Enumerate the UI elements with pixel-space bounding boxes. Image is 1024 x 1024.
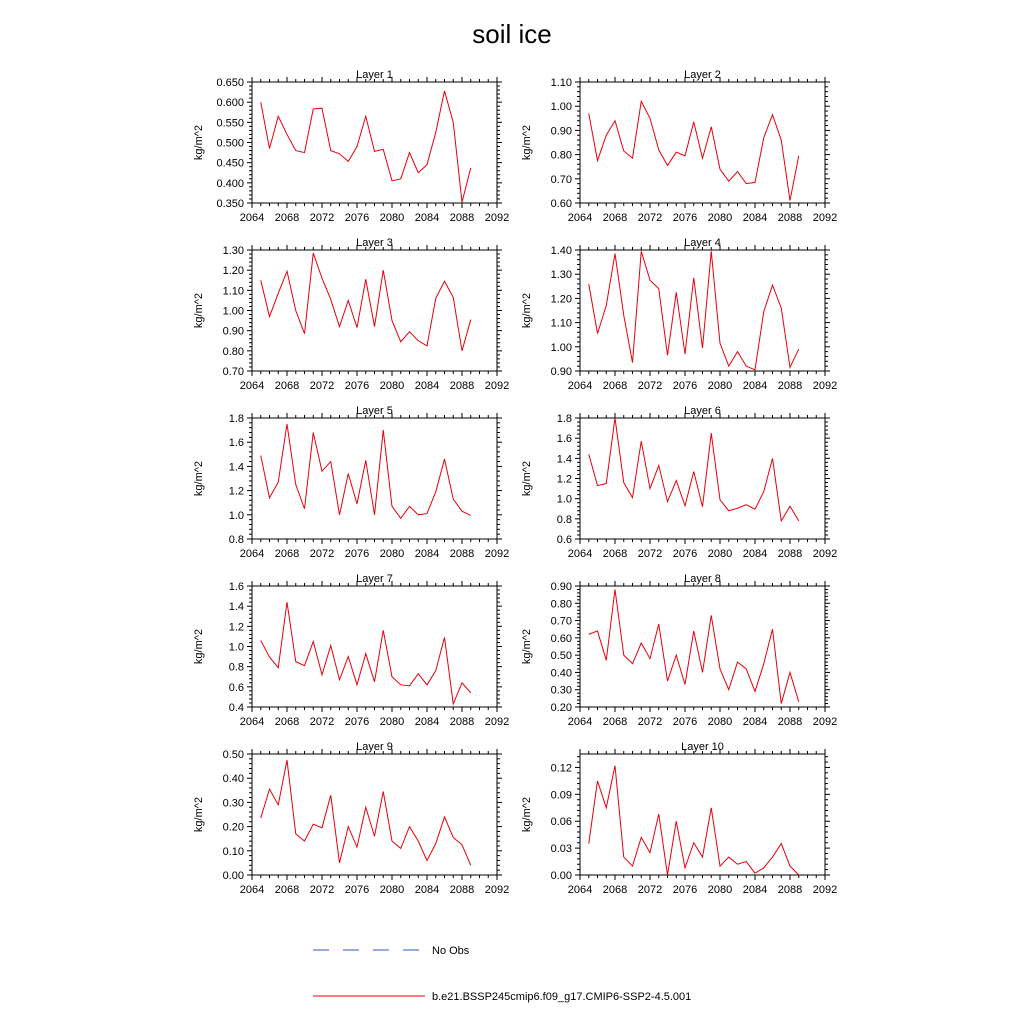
y-tick-label: 0.00 bbox=[550, 870, 572, 882]
x-tick-label: 2064 bbox=[567, 212, 593, 224]
panel-title: Layer 7 bbox=[356, 573, 393, 585]
x-tick-label: 2088 bbox=[777, 548, 803, 560]
y-tick-label: 0.40 bbox=[550, 667, 572, 680]
y-tick-label: 0.90 bbox=[222, 325, 244, 338]
y-tick-label: 1.00 bbox=[222, 305, 244, 318]
y-tick-label: 1.2 bbox=[228, 621, 244, 634]
y-tick-label: 0.500 bbox=[216, 137, 244, 150]
x-tick-label: 2088 bbox=[449, 212, 475, 224]
y-axis-label: kg/m^2 bbox=[193, 124, 205, 161]
y-tick-label: 1.4 bbox=[228, 601, 244, 614]
x-tick-label: 2068 bbox=[602, 212, 628, 224]
x-tick-label: 2092 bbox=[484, 716, 510, 728]
y-axis-label: kg/m^2 bbox=[193, 796, 205, 833]
y-tick-label: 1.30 bbox=[222, 245, 244, 257]
x-tick-label: 2076 bbox=[344, 548, 370, 560]
y-tick-label: 0.60 bbox=[550, 198, 572, 210]
y-tick-label: 0.40 bbox=[222, 773, 244, 786]
y-tick-label: 1.6 bbox=[228, 581, 244, 593]
x-tick-label: 2092 bbox=[812, 548, 838, 560]
x-tick-label: 2068 bbox=[274, 716, 300, 728]
y-tick-label: 0.80 bbox=[550, 598, 572, 611]
x-tick-label: 2064 bbox=[239, 716, 265, 728]
y-axis-label: kg/m^2 bbox=[193, 628, 205, 665]
panel-title: Layer 8 bbox=[684, 573, 721, 585]
x-tick-label: 2076 bbox=[344, 884, 370, 896]
x-tick-label: 2068 bbox=[602, 548, 628, 560]
x-tick-label: 2068 bbox=[602, 380, 628, 392]
y-tick-label: 0.50 bbox=[222, 749, 244, 761]
x-tick-label: 2084 bbox=[742, 380, 768, 392]
x-tick-label: 2076 bbox=[672, 548, 698, 560]
x-tick-label: 2092 bbox=[812, 884, 838, 896]
panel-title: Layer 6 bbox=[684, 405, 721, 417]
y-tick-label: 0.70 bbox=[550, 173, 572, 186]
y-tick-label: 0.450 bbox=[216, 157, 244, 170]
y-tick-label: 1.10 bbox=[550, 317, 572, 330]
x-tick-label: 2084 bbox=[414, 380, 440, 392]
y-tick-label: 0.50 bbox=[550, 650, 572, 663]
y-tick-label: 0.4 bbox=[228, 702, 244, 714]
x-tick-label: 2064 bbox=[239, 380, 265, 392]
y-tick-label: 0.550 bbox=[216, 117, 244, 130]
y-tick-label: 1.6 bbox=[556, 433, 572, 446]
x-tick-label: 2080 bbox=[707, 716, 733, 728]
y-tick-label: 0.00 bbox=[222, 870, 244, 882]
x-tick-label: 2088 bbox=[449, 716, 475, 728]
x-tick-label: 2084 bbox=[414, 716, 440, 728]
y-axis-label: kg/m^2 bbox=[193, 292, 205, 329]
x-tick-label: 2076 bbox=[672, 212, 698, 224]
y-tick-label: 1.30 bbox=[550, 269, 572, 282]
y-tick-label: 0.8 bbox=[228, 534, 244, 546]
y-tick-label: 0.90 bbox=[550, 125, 572, 138]
x-tick-label: 2076 bbox=[672, 884, 698, 896]
y-tick-label: 1.4 bbox=[228, 461, 244, 474]
y-tick-label: 0.20 bbox=[550, 702, 572, 714]
x-tick-label: 2084 bbox=[414, 884, 440, 896]
x-tick-label: 2064 bbox=[239, 548, 265, 560]
y-tick-label: 1.4 bbox=[556, 453, 572, 466]
x-tick-label: 2080 bbox=[379, 716, 405, 728]
y-tick-label: 0.650 bbox=[216, 77, 244, 89]
y-tick-label: 1.8 bbox=[228, 413, 244, 425]
y-tick-label: 0.30 bbox=[222, 797, 244, 810]
y-tick-label: 0.6 bbox=[228, 681, 244, 694]
x-tick-label: 2092 bbox=[484, 380, 510, 392]
x-tick-label: 2072 bbox=[309, 548, 335, 560]
panel-title: Layer 5 bbox=[356, 405, 393, 417]
y-tick-label: 0.20 bbox=[222, 821, 244, 834]
x-tick-label: 2088 bbox=[777, 884, 803, 896]
x-tick-label: 2068 bbox=[602, 884, 628, 896]
y-tick-label: 1.8 bbox=[556, 413, 572, 425]
x-tick-label: 2092 bbox=[484, 548, 510, 560]
x-tick-label: 2068 bbox=[274, 884, 300, 896]
y-tick-label: 0.80 bbox=[222, 345, 244, 358]
y-tick-label: 1.00 bbox=[550, 101, 572, 114]
x-tick-label: 2068 bbox=[274, 548, 300, 560]
x-tick-label: 2084 bbox=[742, 716, 768, 728]
y-tick-label: 0.70 bbox=[550, 615, 572, 628]
x-tick-label: 2076 bbox=[344, 716, 370, 728]
x-tick-label: 2064 bbox=[567, 884, 593, 896]
legend-model-run-label: b.e21.BSSP245cmip6.f09_g17.CMIP6-SSP2-4.5.001 bbox=[432, 991, 692, 1003]
y-axis-label: kg/m^2 bbox=[521, 124, 533, 161]
panel-title: Layer 9 bbox=[356, 741, 393, 753]
x-tick-label: 2084 bbox=[742, 548, 768, 560]
x-tick-label: 2080 bbox=[707, 212, 733, 224]
x-tick-label: 2080 bbox=[707, 548, 733, 560]
y-axis-label: kg/m^2 bbox=[521, 460, 533, 497]
y-tick-label: 0.06 bbox=[550, 816, 572, 829]
x-tick-label: 2076 bbox=[344, 380, 370, 392]
y-tick-label: 0.60 bbox=[550, 632, 572, 645]
x-tick-label: 2080 bbox=[707, 884, 733, 896]
x-tick-label: 2072 bbox=[637, 716, 663, 728]
legend-no-obs-label: No Obs bbox=[432, 945, 470, 957]
x-tick-label: 2084 bbox=[742, 884, 768, 896]
y-tick-label: 1.2 bbox=[556, 473, 572, 486]
y-tick-label: 0.90 bbox=[550, 581, 572, 593]
x-tick-label: 2072 bbox=[637, 380, 663, 392]
panel-title: Layer 4 bbox=[684, 237, 721, 249]
y-tick-label: 0.90 bbox=[550, 366, 572, 378]
x-tick-label: 2088 bbox=[777, 716, 803, 728]
y-tick-label: 1.40 bbox=[550, 245, 572, 257]
x-tick-label: 2064 bbox=[239, 884, 265, 896]
y-tick-label: 1.00 bbox=[550, 341, 572, 354]
y-axis-label: kg/m^2 bbox=[193, 460, 205, 497]
y-tick-label: 1.0 bbox=[556, 493, 572, 506]
y-tick-label: 0.10 bbox=[222, 845, 244, 858]
x-tick-label: 2072 bbox=[309, 884, 335, 896]
x-tick-label: 2072 bbox=[309, 380, 335, 392]
x-tick-label: 2076 bbox=[672, 380, 698, 392]
x-tick-label: 2080 bbox=[379, 548, 405, 560]
x-tick-label: 2084 bbox=[414, 212, 440, 224]
y-tick-label: 1.10 bbox=[550, 77, 572, 89]
panel-title: Layer 3 bbox=[356, 237, 393, 249]
y-tick-label: 1.2 bbox=[228, 485, 244, 498]
x-tick-label: 2072 bbox=[637, 884, 663, 896]
x-tick-label: 2080 bbox=[379, 884, 405, 896]
x-tick-label: 2080 bbox=[707, 380, 733, 392]
y-axis-label: kg/m^2 bbox=[521, 628, 533, 665]
x-tick-label: 2092 bbox=[812, 212, 838, 224]
figure-title: soil ice bbox=[472, 19, 552, 49]
x-tick-label: 2064 bbox=[567, 716, 593, 728]
x-tick-label: 2092 bbox=[484, 884, 510, 896]
panel-title: Layer 10 bbox=[681, 741, 724, 753]
x-tick-label: 2068 bbox=[274, 380, 300, 392]
x-tick-label: 2088 bbox=[777, 380, 803, 392]
x-tick-label: 2080 bbox=[379, 212, 405, 224]
y-tick-label: 0.400 bbox=[216, 177, 244, 190]
y-tick-label: 0.8 bbox=[228, 661, 244, 674]
panel-title: Layer 1 bbox=[356, 69, 393, 81]
x-tick-label: 2064 bbox=[567, 380, 593, 392]
y-tick-label: 1.10 bbox=[222, 285, 244, 298]
x-tick-label: 2072 bbox=[637, 548, 663, 560]
y-tick-label: 0.03 bbox=[550, 843, 572, 856]
y-axis-label: kg/m^2 bbox=[521, 292, 533, 329]
y-tick-label: 0.09 bbox=[550, 789, 572, 802]
x-tick-label: 2084 bbox=[742, 212, 768, 224]
x-tick-label: 2092 bbox=[812, 380, 838, 392]
x-tick-label: 2092 bbox=[812, 716, 838, 728]
x-tick-label: 2088 bbox=[449, 380, 475, 392]
x-tick-label: 2084 bbox=[414, 548, 440, 560]
y-tick-label: 0.12 bbox=[550, 762, 572, 775]
x-tick-label: 2068 bbox=[602, 716, 628, 728]
y-axis-label: kg/m^2 bbox=[521, 796, 533, 833]
x-tick-label: 2092 bbox=[484, 212, 510, 224]
y-tick-label: 0.80 bbox=[550, 149, 572, 162]
x-tick-label: 2072 bbox=[637, 212, 663, 224]
x-tick-label: 2088 bbox=[449, 884, 475, 896]
x-tick-label: 2076 bbox=[672, 716, 698, 728]
y-tick-label: 0.30 bbox=[550, 684, 572, 697]
y-tick-label: 0.6 bbox=[556, 534, 572, 546]
y-tick-label: 1.0 bbox=[228, 509, 244, 522]
x-tick-label: 2064 bbox=[567, 548, 593, 560]
x-tick-label: 2088 bbox=[777, 212, 803, 224]
y-tick-label: 0.350 bbox=[216, 198, 244, 210]
y-tick-label: 1.0 bbox=[228, 641, 244, 654]
panel-title: Layer 2 bbox=[684, 69, 721, 81]
x-tick-label: 2068 bbox=[274, 212, 300, 224]
x-tick-label: 2064 bbox=[239, 212, 265, 224]
y-tick-label: 0.600 bbox=[216, 97, 244, 110]
y-tick-label: 0.8 bbox=[556, 513, 572, 526]
x-tick-label: 2072 bbox=[309, 716, 335, 728]
x-tick-label: 2072 bbox=[309, 212, 335, 224]
y-tick-label: 1.20 bbox=[550, 293, 572, 306]
x-tick-label: 2088 bbox=[449, 548, 475, 560]
x-tick-label: 2076 bbox=[344, 212, 370, 224]
y-tick-label: 1.20 bbox=[222, 265, 244, 278]
x-tick-label: 2080 bbox=[379, 380, 405, 392]
y-tick-label: 0.70 bbox=[222, 366, 244, 378]
y-tick-label: 1.6 bbox=[228, 437, 244, 450]
